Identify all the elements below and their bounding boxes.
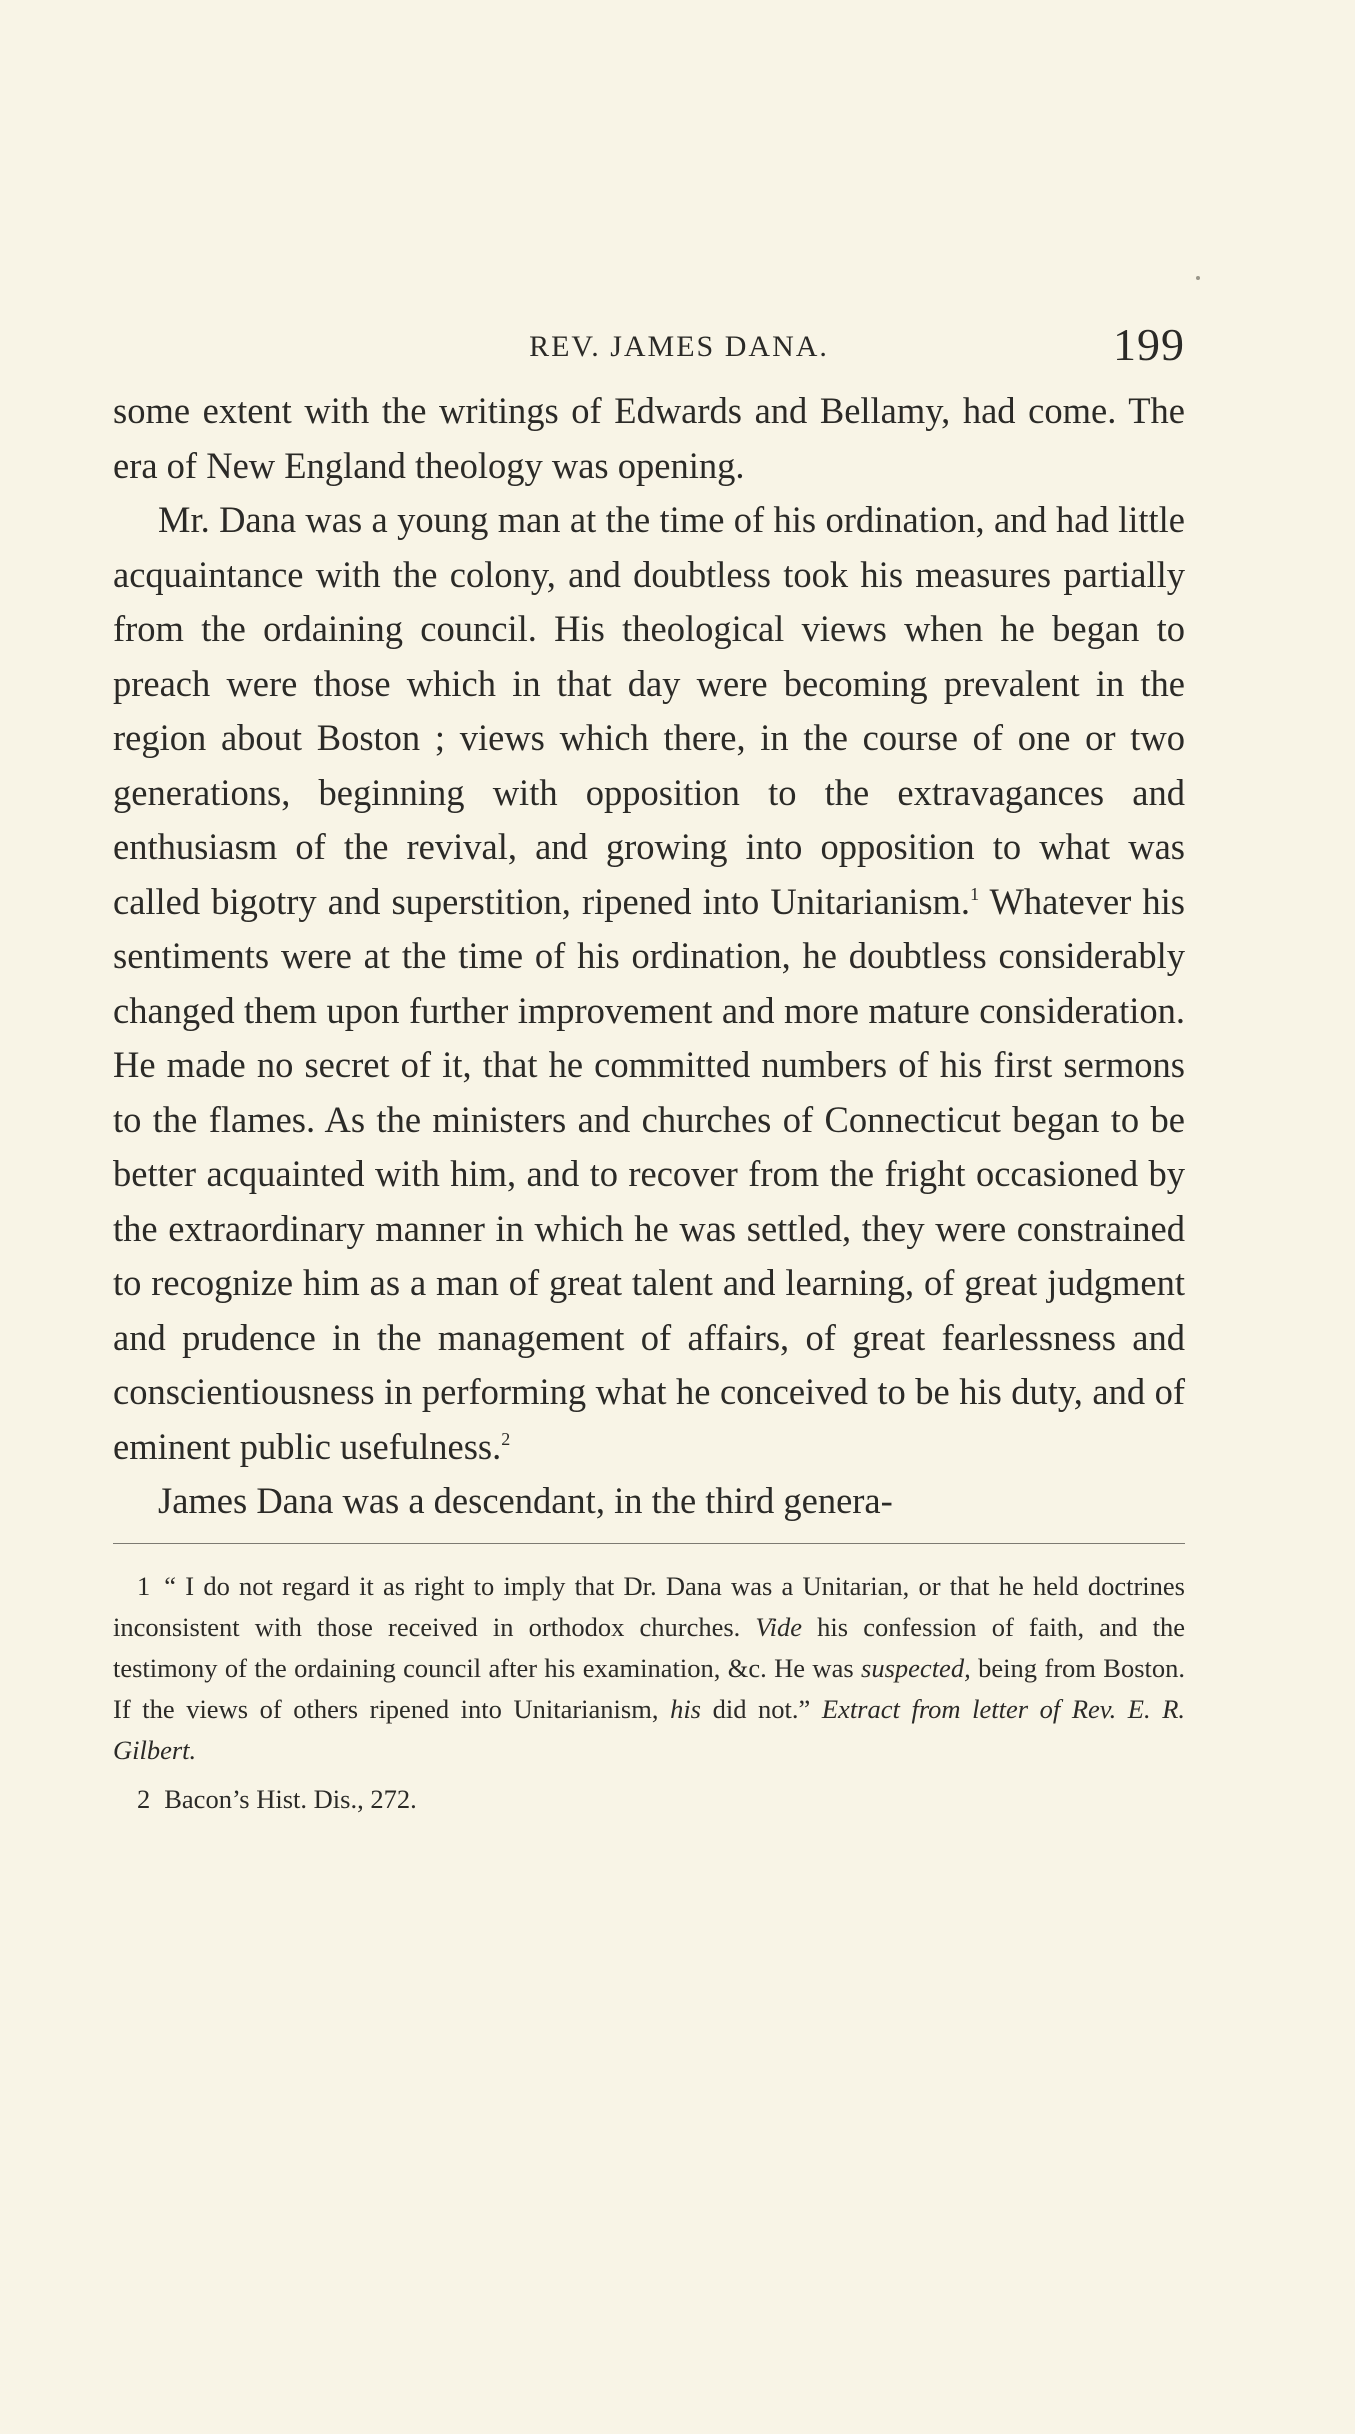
body-text xyxy=(113,384,1185,1529)
footnotes xyxy=(113,1566,1185,1820)
book-page xyxy=(113,318,1185,1820)
footnote-text: his confession of faith, and the testimony of the ordaining council after his examination, &c. He was xyxy=(113,1611,1185,1683)
footnote-ref-2: 2 xyxy=(501,1428,511,1449)
paragraph-continued: some extent with the writings of Edwards and Bellamy, had come. The era of New England theology was opening. xyxy=(113,390,1185,486)
footnote-text: “ I do not regard it as right to imply that Dr. Dana was a Unitarian, or that he held doctrines inconsistent with those received in orthodox churches. xyxy=(113,1570,1185,1642)
footnote-number: 1 xyxy=(137,1570,151,1601)
footnote-italic: Vide xyxy=(755,1611,803,1642)
footnote-divider xyxy=(113,1543,1185,1544)
footnote-italic: his xyxy=(670,1693,701,1724)
running-head: REV. JAMES DANA. xyxy=(529,330,829,363)
footnote-number: 2 xyxy=(137,1783,151,1814)
paper-speck xyxy=(1196,276,1200,280)
paragraph-text: Whatever his sentiments were at the time of his ordination, he doubtless considerably changed them upon further improvement and more mature consideration. He made no secret of it, that he committed numbers of his first sermons to the flames. As the ministers and churches of Connecticut began to be better acquainted with him, and to recover from the fright occasioned by the extraordinary manner in which he was settled, they were constrained to recognize him as a man of great talent and learning, of great judgment and prudence in the management of affairs, of great fearlessness and conscientiousness in performing what he conceived to be his duty, and of eminent public usefulness. xyxy=(113,880,1185,1467)
footnote-text: being from Boston. If the views of others ripened into Unitarianism, xyxy=(113,1652,1185,1724)
footnote-2 xyxy=(113,1779,1185,1820)
footnote-text: Bacon’s Hist. Dis., 272. xyxy=(164,1783,417,1814)
paragraph-descendant: James Dana was a descendant, in the third genera- xyxy=(158,1480,893,1521)
footnote-source: Extract from letter of Rev. E. R. Gilbert. xyxy=(113,1693,1186,1765)
footnote-1 xyxy=(113,1566,1185,1771)
page-header xyxy=(113,318,1185,378)
paragraph-ordination xyxy=(113,493,1185,1474)
footnote-ref-1: 1 xyxy=(970,883,980,904)
paragraph-text: Mr. Dana was a young man at the time of his ordination, and had little acquaintance with the colony, and doubtless took his measures partially from the ordaining council. His theological views when he began to preach were those which in that day were becoming prevalent in the region about Boston ; views which there, in the course of one or two generations, beginning with opposition to the extravagances and enthusiasm of the revival, and growing into opposition to what was called bigotry and superstition, ripened into Unitarianism. xyxy=(113,499,1185,922)
footnote-italic: suspected, xyxy=(861,1652,971,1683)
footnote-text: did not.” xyxy=(701,1693,822,1724)
page-number: 199 xyxy=(1113,319,1185,370)
